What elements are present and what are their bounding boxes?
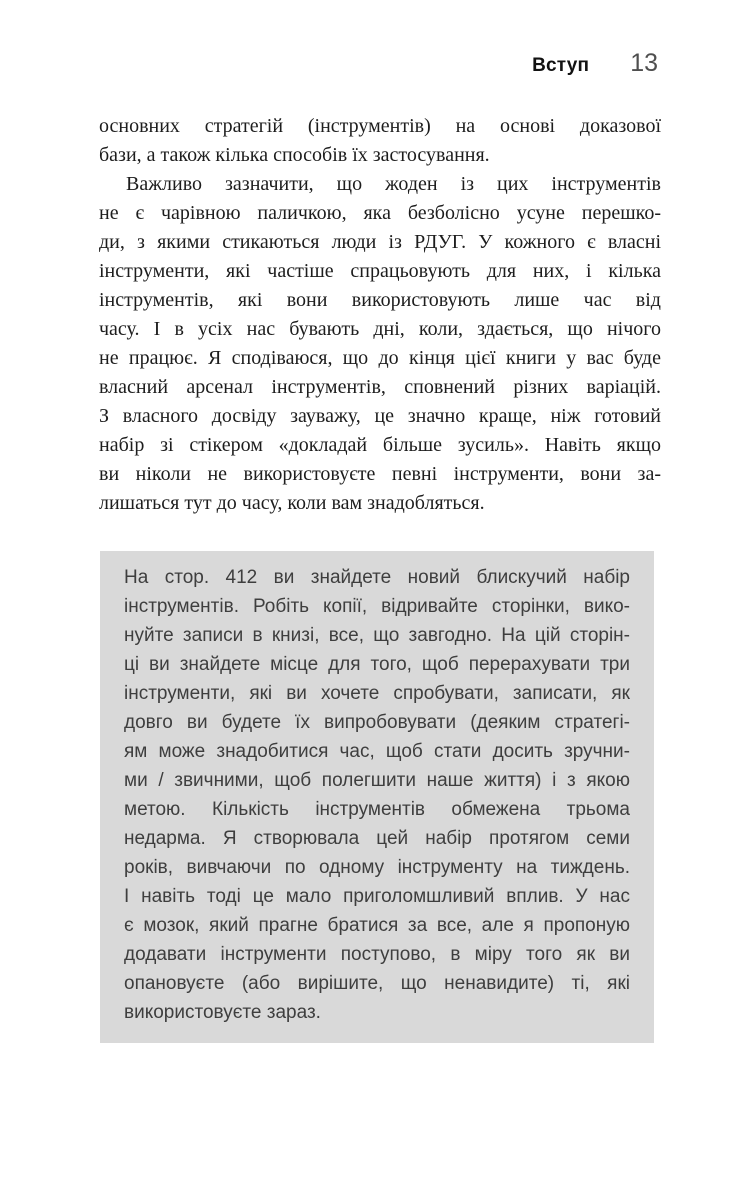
text-line: інструментів. Робіть копії, відривайте сторінки, вико-: [124, 596, 630, 617]
text-line: років, вивчаючи по одному інструменту на тиждень.: [124, 857, 630, 878]
text-line: ви ніколи не використовуєте певні інструменти, вони за-: [99, 463, 661, 485]
running-header: [532, 49, 658, 78]
page-number: 13: [630, 49, 658, 77]
text-line: нуйте записи в книзі, все, що завгодно. На цій сторін-: [124, 625, 630, 646]
text-line: довго ви будете їх випробовувати (деяким стратегі-: [124, 712, 630, 733]
text-line: бази, а також кілька способів їх застосування.: [99, 144, 490, 166]
text-line: лишаться тут до часу, коли вам знадобляться.: [99, 492, 485, 514]
text-line: не є чарівною паличкою, яка безболісно усуне перешко-: [99, 202, 661, 224]
callout-box: [100, 551, 654, 1043]
text-line: ди, з якими стикаються люди із РДУГ. У кожного є власні: [99, 231, 661, 253]
text-line: опановуєте (або вирішите, що ненавидите) ті, які: [124, 973, 630, 994]
text-line: основних стратегій (інструментів) на основі доказової: [99, 115, 661, 137]
text-line: недарма. Я створювала цей набір протягом семи: [124, 828, 630, 849]
text-line: З власного досвіду зауважу, це значно краще, ніж готовий: [99, 405, 661, 427]
body-text: [99, 112, 661, 518]
text-line: На стор. 412 ви знайдете новий блискучий набір: [124, 567, 630, 588]
text-line: інструменти, які ви хочете спробувати, записати, як: [124, 683, 630, 704]
text-line: ми / звичними, щоб полегшити наше життя) і з якою: [124, 770, 630, 791]
text-line: ям може знадобитися час, щоб стати досить зручни-: [124, 741, 630, 762]
text-line: Важливо зазначити, що жоден із цих інструментів: [126, 173, 661, 195]
text-line: інструментів, які вони використовують лише час від: [99, 289, 661, 311]
text-line: власний арсенал інструментів, сповнений різних варіацій.: [99, 376, 661, 398]
text-line: є мозок, який прагне братися за все, але я пропоную: [124, 915, 630, 936]
text-line: використовуєте зараз.: [124, 1002, 321, 1023]
text-line: ці ви знайдете місце для того, щоб перерахувати три: [124, 654, 630, 675]
paragraph: [99, 112, 661, 170]
text-line: часу. І в усіх нас бувають дні, коли, здається, що нічого: [99, 318, 661, 340]
section-title: Вступ: [532, 55, 590, 76]
text-line: додавати інструменти поступово, в міру того як ви: [124, 944, 630, 965]
text-line: не працює. Я сподіваюся, що до кінця цієї книги у вас буде: [99, 347, 661, 369]
text-line: метою. Кількість інструментів обмежена трьома: [124, 799, 630, 820]
text-line: інструменти, які частіше спрацьовують для них, і кілька: [99, 260, 661, 282]
text-line: набір зі стікером «докладай більше зусиль». Навіть якщо: [99, 434, 661, 456]
text-line: І навіть тоді це мало приголомшливий вплив. У нас: [124, 886, 630, 907]
paragraph: [99, 170, 661, 518]
